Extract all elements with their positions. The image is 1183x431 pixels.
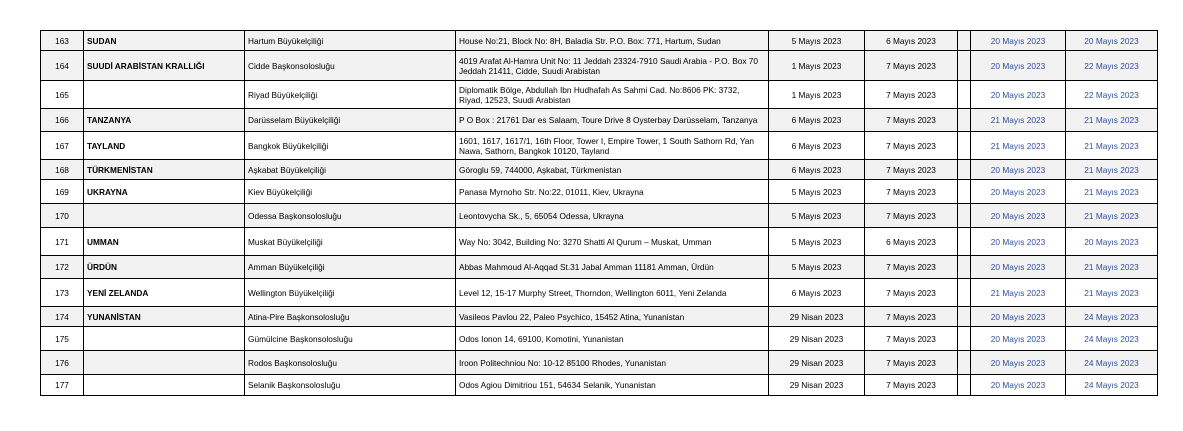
mission-cell: Hartum Büyükelçiliği	[245, 31, 456, 51]
address-cell: Vasileos Pavlou 22, Paleo Psychico, 15452 Atina, Yunanistan	[456, 307, 769, 327]
address-cell: Iroon Politechniou No: 10-12 85100 Rhodes, Yunanistan	[456, 351, 769, 375]
mission-cell: Cidde Başkonsolosluğu	[245, 51, 456, 81]
date-cell: 21 Mayıs 2023	[971, 279, 1066, 307]
address-cell: House No:21, Block No: 8H, Baladia Str. P.O. Box: 771, Hartum, Sudan	[456, 31, 769, 51]
date-cell: 21 Mayıs 2023	[1066, 279, 1158, 307]
country-cell	[84, 81, 245, 109]
date-cell: 6 Mayıs 2023	[769, 109, 865, 132]
country-cell: TÜRKMENİSTAN	[84, 160, 245, 180]
mission-cell: Odessa Başkonsolosluğu	[245, 204, 456, 228]
date-cell: 7 Mayıs 2023	[865, 375, 958, 396]
date-cell: 20 Mayıs 2023	[971, 327, 1066, 351]
row-number: 175	[41, 327, 84, 351]
row-number: 164	[41, 51, 84, 81]
spacer-cell	[958, 31, 971, 51]
country-cell	[84, 327, 245, 351]
date-cell: 21 Mayıs 2023	[1066, 204, 1158, 228]
date-cell: 20 Mayıs 2023	[971, 51, 1066, 81]
date-cell: 24 Mayıs 2023	[1066, 327, 1158, 351]
date-cell: 20 Mayıs 2023	[1066, 31, 1158, 51]
date-cell: 20 Mayıs 2023	[971, 307, 1066, 327]
date-cell: 5 Mayıs 2023	[769, 228, 865, 256]
country-cell: SUDAN	[84, 31, 245, 51]
table-row	[41, 81, 1158, 109]
row-number: 177	[41, 375, 84, 396]
date-cell: 5 Mayıs 2023	[769, 31, 865, 51]
mission-cell: Kiev Büyükelçiliği	[245, 180, 456, 204]
date-cell: 21 Mayıs 2023	[1066, 256, 1158, 279]
country-cell: SUUDİ ARABİSTAN KRALLIĞI	[84, 51, 245, 81]
spacer-cell	[958, 228, 971, 256]
row-number: 168	[41, 160, 84, 180]
date-cell: 24 Mayıs 2023	[1066, 307, 1158, 327]
country-cell	[84, 375, 245, 396]
date-cell: 6 Mayıs 2023	[769, 160, 865, 180]
table-row	[41, 327, 1158, 351]
row-number: 171	[41, 228, 84, 256]
date-cell: 1 Mayıs 2023	[769, 51, 865, 81]
address-cell: 4019 Arafat Al-Hamra Unit No: 11 Jeddah 23324-7910 Saudi Arabia - P.O. Box 70 Jeddah 21411, Cidde, Suudi Arabistan	[456, 51, 769, 81]
mission-cell: Rodos Başkonsolosluğu	[245, 351, 456, 375]
date-cell: 5 Mayıs 2023	[769, 256, 865, 279]
date-cell: 22 Mayıs 2023	[1066, 81, 1158, 109]
country-cell: TANZANYA	[84, 109, 245, 132]
country-cell: ÜRDÜN	[84, 256, 245, 279]
country-cell	[84, 351, 245, 375]
spacer-cell	[958, 375, 971, 396]
row-number: 170	[41, 204, 84, 228]
date-cell: 7 Mayıs 2023	[865, 327, 958, 351]
country-cell: UMMAN	[84, 228, 245, 256]
date-cell: 20 Mayıs 2023	[971, 351, 1066, 375]
date-cell: 7 Mayıs 2023	[865, 307, 958, 327]
row-number: 166	[41, 109, 84, 132]
mission-cell: Muskat Büyükelçiliği	[245, 228, 456, 256]
date-cell: 20 Mayıs 2023	[971, 81, 1066, 109]
date-cell: 7 Mayıs 2023	[865, 109, 958, 132]
date-cell: 20 Mayıs 2023	[971, 204, 1066, 228]
spacer-cell	[958, 81, 971, 109]
date-cell: 6 Mayıs 2023	[865, 31, 958, 51]
date-cell: 21 Mayıs 2023	[1066, 180, 1158, 204]
mission-cell: Selanik Başkonsolosluğu	[245, 375, 456, 396]
spacer-cell	[958, 132, 971, 160]
spacer-cell	[958, 307, 971, 327]
table-row	[41, 279, 1158, 307]
date-cell: 5 Mayıs 2023	[769, 204, 865, 228]
date-cell: 5 Mayıs 2023	[769, 180, 865, 204]
table-row	[41, 160, 1158, 180]
date-cell: 20 Mayıs 2023	[971, 31, 1066, 51]
embassy-schedule	[40, 30, 1158, 396]
table-row	[41, 31, 1158, 51]
address-cell: Diplomatik Bölge, Abdullah Ibn Hudhafah As Sahmi Cad. No:8606 PK: 3732, Riyad, 12523, Suudi Arabistan	[456, 81, 769, 109]
date-cell: 6 Mayıs 2023	[769, 132, 865, 160]
date-cell: 7 Mayıs 2023	[865, 132, 958, 160]
address-cell: Way No: 3042, Building No: 3270 Shatti Al Qurum – Muskat, Umman	[456, 228, 769, 256]
date-cell: 29 Nisan 2023	[769, 327, 865, 351]
row-number: 172	[41, 256, 84, 279]
spacer-cell	[958, 180, 971, 204]
date-cell: 20 Mayıs 2023	[971, 256, 1066, 279]
mission-cell: Darüsselam Büyükelçiliği	[245, 109, 456, 132]
date-cell: 21 Mayıs 2023	[1066, 132, 1158, 160]
date-cell: 29 Nisan 2023	[769, 307, 865, 327]
date-cell: 24 Mayıs 2023	[1066, 375, 1158, 396]
country-cell: UKRAYNA	[84, 180, 245, 204]
date-cell: 29 Nisan 2023	[769, 351, 865, 375]
row-number: 176	[41, 351, 84, 375]
mission-cell: Wellington Büyükelçiliği	[245, 279, 456, 307]
date-cell: 24 Mayıs 2023	[1066, 351, 1158, 375]
mission-cell: Aşkabat Büyükelçiliği	[245, 160, 456, 180]
address-cell: Odos Agiou Dimitriou 151, 54634 Selanik, Yunanistan	[456, 375, 769, 396]
embassy-table	[40, 30, 1158, 396]
date-cell: 7 Mayıs 2023	[865, 204, 958, 228]
date-cell: 29 Nisan 2023	[769, 375, 865, 396]
mission-cell: Gümülcine Başkonsolosluğu	[245, 327, 456, 351]
address-cell: Leontovycha Sk., 5, 65054 Odessa, Ukrayna	[456, 204, 769, 228]
mission-cell: Riyad Büyükelçiliği	[245, 81, 456, 109]
date-cell: 21 Mayıs 2023	[1066, 160, 1158, 180]
country-cell	[84, 204, 245, 228]
date-cell: 20 Mayıs 2023	[971, 228, 1066, 256]
row-number: 167	[41, 132, 84, 160]
row-number: 163	[41, 31, 84, 51]
table-row	[41, 375, 1158, 396]
date-cell: 7 Mayıs 2023	[865, 256, 958, 279]
spacer-cell	[958, 204, 971, 228]
date-cell: 21 Mayıs 2023	[971, 109, 1066, 132]
date-cell: 7 Mayıs 2023	[865, 81, 958, 109]
address-cell: Göroglu 59, 744000, Aşkabat, Türkmenistan	[456, 160, 769, 180]
date-cell: 7 Mayıs 2023	[865, 351, 958, 375]
date-cell: 6 Mayıs 2023	[769, 279, 865, 307]
address-cell: 1601, 1617, 1617/1, 16th Floor, Tower I, Empire Tower, 1 South Sathorn Rd, Yan Nawa, Sathorn, Bangkok 10120, Tayland	[456, 132, 769, 160]
spacer-cell	[958, 351, 971, 375]
mission-cell: Bangkok Büyükelçiliği	[245, 132, 456, 160]
table-row	[41, 228, 1158, 256]
table-row	[41, 180, 1158, 204]
date-cell: 22 Mayıs 2023	[1066, 51, 1158, 81]
row-number: 165	[41, 81, 84, 109]
date-cell: 21 Mayıs 2023	[971, 132, 1066, 160]
table-row	[41, 256, 1158, 279]
date-cell: 1 Mayıs 2023	[769, 81, 865, 109]
table-row	[41, 132, 1158, 160]
date-cell: 7 Mayıs 2023	[865, 180, 958, 204]
address-cell: Abbas Mahmoud Al-Aqqad St.31 Jabal Amman 11181 Amman, Ürdün	[456, 256, 769, 279]
date-cell: 20 Mayıs 2023	[1066, 228, 1158, 256]
spacer-cell	[958, 256, 971, 279]
date-cell: 20 Mayıs 2023	[971, 375, 1066, 396]
table-row	[41, 204, 1158, 228]
date-cell: 6 Mayıs 2023	[865, 228, 958, 256]
date-cell: 7 Mayıs 2023	[865, 279, 958, 307]
date-cell: 7 Mayıs 2023	[865, 160, 958, 180]
country-cell: YUNANİSTAN	[84, 307, 245, 327]
spacer-cell	[958, 51, 971, 81]
table-row	[41, 109, 1158, 132]
date-cell: 21 Mayıs 2023	[1066, 109, 1158, 132]
country-cell: YENİ ZELANDA	[84, 279, 245, 307]
spacer-cell	[958, 279, 971, 307]
table-row	[41, 307, 1158, 327]
table-row	[41, 51, 1158, 81]
table-body	[41, 31, 1158, 396]
row-number: 169	[41, 180, 84, 204]
mission-cell: Atina-Pire Başkonsolosluğu	[245, 307, 456, 327]
date-cell: 7 Mayıs 2023	[865, 51, 958, 81]
row-number: 173	[41, 279, 84, 307]
address-cell: Panasa Myrnoho Str. No:22, 01011, Kiev, Ukrayna	[456, 180, 769, 204]
spacer-cell	[958, 160, 971, 180]
mission-cell: Amman Büyükelçiliği	[245, 256, 456, 279]
address-cell: Odos Ionon 14, 69100, Komotini, Yunanistan	[456, 327, 769, 351]
address-cell: P O Box : 21761 Dar es Salaam, Toure Drive 8 Oysterbay Darüsselam, Tanzanya	[456, 109, 769, 132]
address-cell: Level 12, 15-17 Murphy Street, Thorndon, Wellington 6011, Yeni Zelanda	[456, 279, 769, 307]
date-cell: 20 Mayıs 2023	[971, 180, 1066, 204]
date-cell: 20 Mayıs 2023	[971, 160, 1066, 180]
spacer-cell	[958, 109, 971, 132]
spacer-cell	[958, 327, 971, 351]
country-cell: TAYLAND	[84, 132, 245, 160]
row-number: 174	[41, 307, 84, 327]
table-row	[41, 351, 1158, 375]
